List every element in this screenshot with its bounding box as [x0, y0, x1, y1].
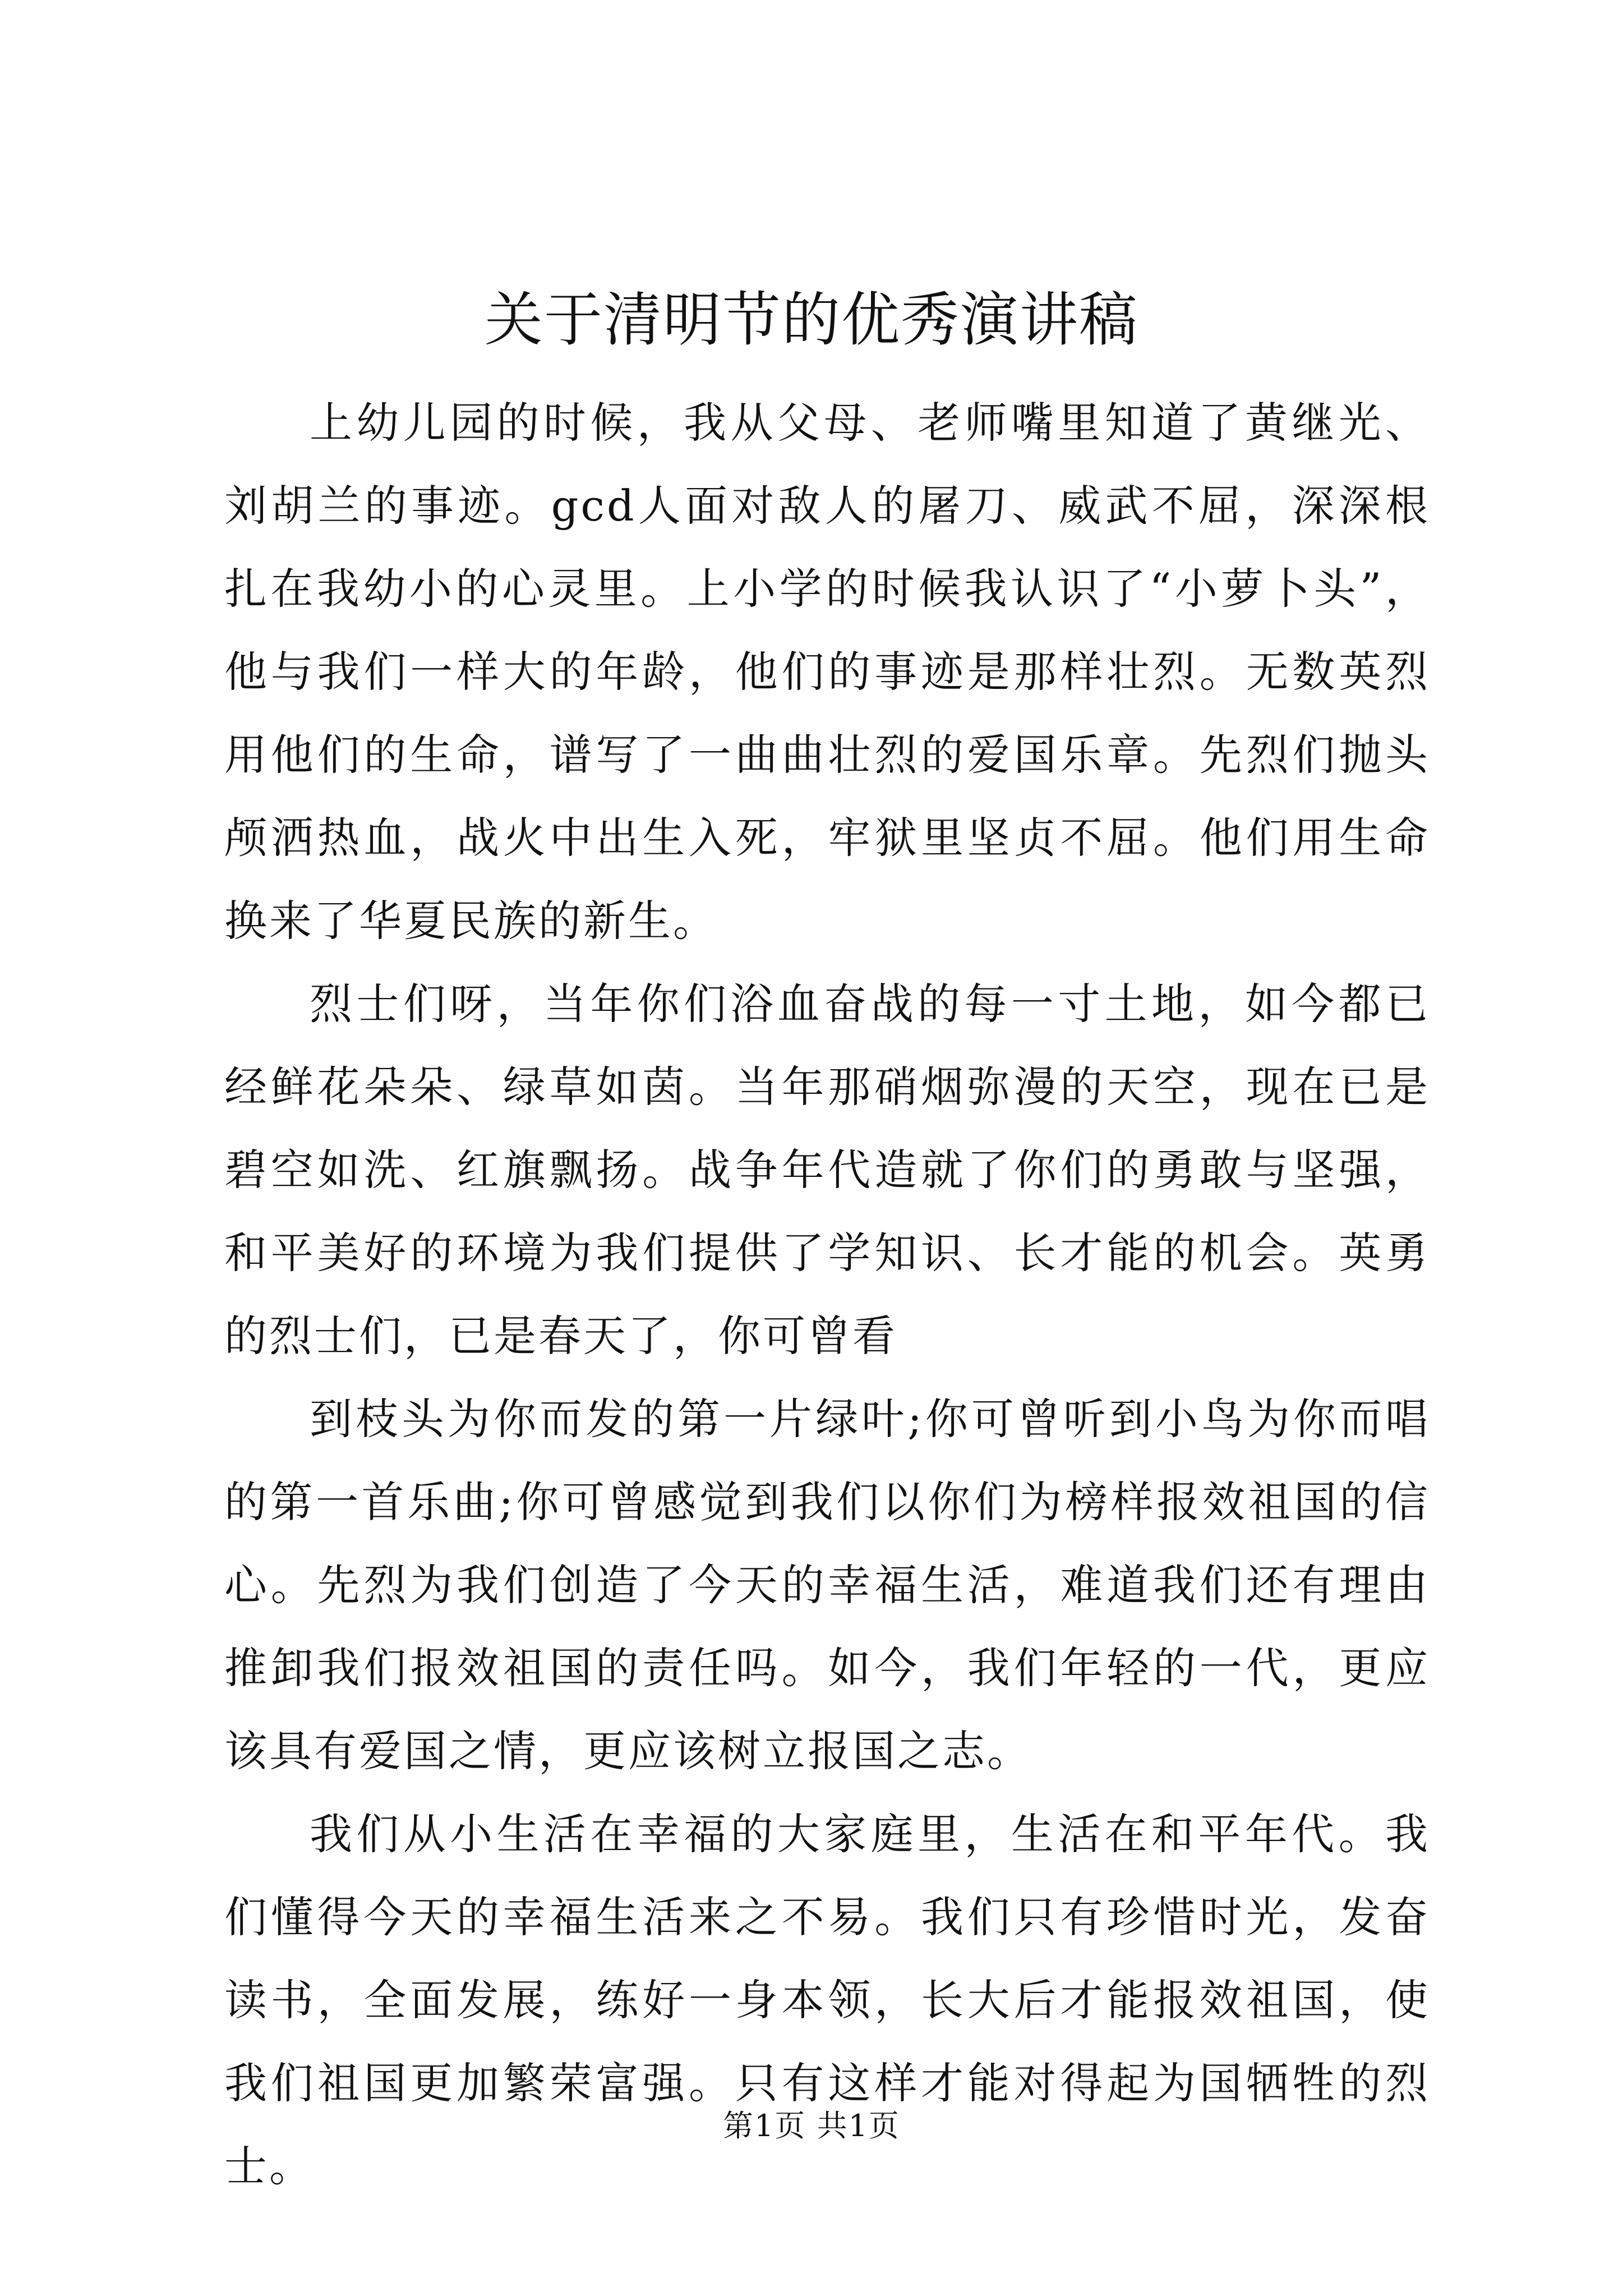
paragraph-4: 我们从小生活在幸福的大家庭里，生活在和平年代。我们懂得今天的幸福生活来之不易。我们只有珍惜时光，发奋读书，全面发展，练好一身本领，长大后才能报效祖国，使我们祖国更加繁荣富强。只有这样才能对得起为国牺牲的烈士。 [224, 1809, 1430, 2191]
document-body [224, 381, 1430, 2208]
document-title: 关于清明节的优秀演讲稿 [484, 286, 1138, 354]
paragraph-1: 上幼儿园的时候，我从父母、老师嘴里知道了黄继光、刘胡兰的事迹。gcd人面对敌人的屠刀、威武不屈，深深根扎在我幼小的心灵里。上小学的时候我认识了“小萝卜头”，他与我们一样大的年龄，他们的事迹是那样壮烈。无数英烈用他们的生命，谱写了一曲曲壮烈的爱国乐章。先烈们抛头颅洒热血，战火中出生入死，牢狱里坚贞不屈。他们用生命换来了华夏民族的新生。 [224, 398, 1430, 946]
paragraph-2: 烈士们呀，当年你们浴血奋战的每一寸土地，如今都已经鲜花朵朵、绿草如茵。当年那硝烟弥漫的天空，现在已是碧空如洗、红旗飘扬。战争年代造就了你们的勇敢与坚强，和平美好的环境为我们提供了学知识、长才能的机会。英勇的烈士们，已是春天了，你可曾看 [224, 979, 1430, 1361]
page-footer: 第1页 共1页 [723, 2108, 900, 2143]
paragraph-3: 到枝头为你而发的第一片绿叶;你可曾听到小鸟为你而唱的第一首乐曲;你可曾感觉到我们以你们为榜样报效祖国的信心。先烈为我们创造了今天的幸福生活，难道我们还有理由推卸我们报效祖国的责任吗。如今，我们年轻的一代，更应该具有爱国之情，更应该树立报国之志。 [224, 1394, 1430, 1776]
